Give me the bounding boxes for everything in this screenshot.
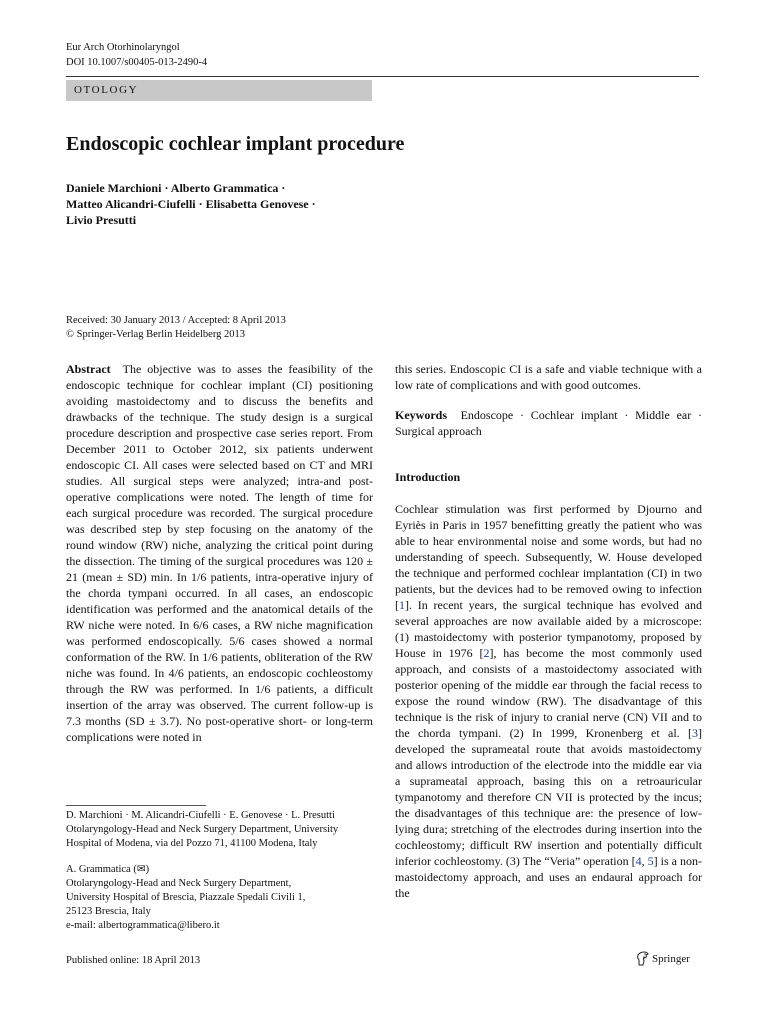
affiliation-line: Hospital of Modena, via del Pozzo 71, 41100 Modena, Italy xyxy=(66,838,318,849)
doi-line[interactable]: DOI 10.1007/s00405-013-2490-4 xyxy=(66,57,208,68)
author-line: Matteo Alicandri-Ciufelli · Elisabetta Genovese · xyxy=(66,197,316,211)
affiliation-modena xyxy=(66,809,376,851)
affiliation-line: Otolaryngology-Head and Neck Surgery Department, xyxy=(66,878,292,889)
publisher-logo xyxy=(636,951,690,966)
abstract-column xyxy=(66,361,373,745)
publisher-name: Springer xyxy=(652,952,690,965)
reference-link[interactable]: 3 xyxy=(692,726,698,740)
abstract-continuation: this series. Endoscopic CI is a safe and viable technique with a low rate of complications and with good outcomes. xyxy=(395,362,702,392)
abstract-label: Abstract xyxy=(66,362,111,376)
email-link[interactable]: e-mail: albertogrammatica@libero.it xyxy=(66,920,220,931)
right-column xyxy=(395,361,702,901)
springer-horse-icon xyxy=(636,951,649,966)
intro-text-part: ] developed the suprameatal route that avoids mastoidectomy and allows introduction of the electrode into the middle ear via a suprameatal approach, basing this on a retroauricular tympanotomy and therefore CN VII is protected by the incus; the disadvantages of this technique are: the presence of low-lying dura; stretching of the electrodes during insertion into the cochleostomy; difficult RW insertion and potentially difficult inferior cochleostomy. (3) The “Veria” operation [ xyxy=(395,726,702,868)
reference-link[interactable]: 2 xyxy=(483,646,490,660)
affiliation-line: University Hospital of Brescia, Piazzale Spedali Civili 1, xyxy=(66,892,306,903)
introduction-heading: Introduction xyxy=(395,470,461,484)
keywords-label: Keywords xyxy=(395,408,447,422)
intro-text-part: ], has become the most commonly used approach, and consists of a mastoidectomy associated with posterior opening of the middle ear through the facial recess to expose the round window (RW). The disadvantage of this technique is the risk of injury to cranial nerve (CN) VII and to the chorda tympani. (2) In 1999, Kronenberg et al. [ xyxy=(395,646,702,740)
header-rule xyxy=(66,76,699,77)
author-line: Livio Presutti xyxy=(66,213,137,227)
affiliation-line: 25123 Brescia, Italy xyxy=(66,906,151,917)
author-line: Daniele Marchioni · Alberto Grammatica · xyxy=(66,181,286,195)
affiliation-line: Otolaryngology-Head and Neck Surgery Department, University xyxy=(66,824,339,835)
reference-separator: , xyxy=(641,854,648,868)
keywords-text: Endoscope · Cochlear implant · Middle ear · Surgical approach xyxy=(395,408,702,438)
article-title: Endoscopic cochlear implant procedure xyxy=(66,133,405,155)
footnote-rule xyxy=(66,805,206,806)
introduction-text xyxy=(395,501,702,901)
reference-link[interactable]: 4 xyxy=(635,854,642,868)
intro-text-part: Cochlear stimulation was first performed by Djourno and Eyriès in Paris in 1957 benefitting greatly the patient who was able to hear environmental noise and some words, but had no understanding of speech. Subsequently, W. House developed the technique and performed cochlear implantation (CI) in two patients, but the devices had to be removed owing to infection [ xyxy=(395,502,702,612)
copyright-line: © Springer-Verlag Berlin Heidelberg 2013 xyxy=(66,329,246,340)
affiliation-brescia xyxy=(66,863,376,933)
reference-link[interactable]: 5 xyxy=(647,854,654,868)
article-dates-block xyxy=(66,314,286,342)
intro-text-part: ]. In recent years, the surgical technique has evolved and several approaches are now available aided by a microscope: (1) mastoidectomy with posterior tympanotomy, proposed by House in 1976 [ xyxy=(395,598,702,660)
section-label: OTOLOGY xyxy=(66,80,372,101)
affiliation-line: A. Grammatica (✉) xyxy=(66,864,150,875)
received-accepted-dates: Received: 30 January 2013 / Accepted: 8 April 2013 xyxy=(66,315,286,326)
keywords-block xyxy=(395,407,702,439)
journal-name: Eur Arch Otorhinolaryngol xyxy=(66,42,180,53)
affiliation-line: D. Marchioni · M. Alicandri-Ciufelli · E. Genovese · L. Presutti xyxy=(66,810,335,821)
abstract-text: The objective was to asses the feasibility of the endoscopic technique for cochlear implant (CI) positioning avoiding mastoidectomy and to discuss the benefits and drawbacks of the technique. The study design is a surgical procedure description and prospective case series report. From December 2011 to October 2012, six patients underwent endoscopic CI. All cases were selected based on CT and MRI studies. All surgical steps were analyzed; intra-and post-operative complications were noted. The length of time for each surgical procedure was recorded. The surgical procedure was described step by step focusing on the anatomy of the round window (RW) niche, analyzing the critical point during the dissection. The timing of the surgical procedures was 120 ± 21 (mean ± SD) min. In 1/6 patients, intra-operative injury of the chorda tympani occurred. In all cases, an endoscopic identification was performed and the anatomical details of the RW niche were noted. In 6/6 cases, a RW niche magnification was performed endoscopically. 5/6 cases showed a normal conformation of the RW. In 1/6 patients, obliteration of the RW niche was found. In 4/6 patients, an endoscopic cochleostomy through the RW was performed. In 1/6 patients, a difficult insertion of the array was observed. The current follow-up is 7.3 months (SD ± 3.7). No post-operative short- or long-term complications were noted in xyxy=(66,362,373,744)
published-online-date: Published online: 18 April 2013 xyxy=(66,955,201,966)
author-list xyxy=(66,180,316,228)
reference-link[interactable]: 1 xyxy=(399,598,405,612)
intro-text-part: ] is a non-mastoidectomy approach, and uses an endaural approach for the xyxy=(395,854,702,900)
